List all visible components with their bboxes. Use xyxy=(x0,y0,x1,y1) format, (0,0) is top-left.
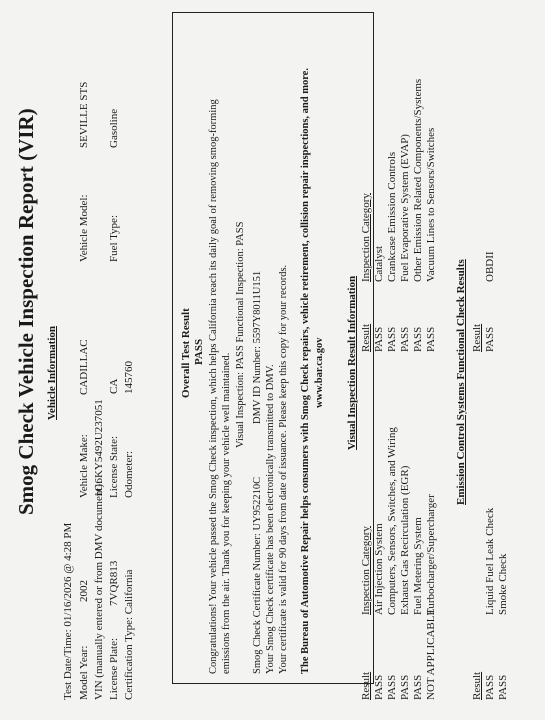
fuel-value: Gasoline xyxy=(108,108,120,148)
visual-left-category: Air Injection System xyxy=(373,523,385,615)
visual-left-result: PASS xyxy=(386,674,398,700)
model-label: Vehicle Model: xyxy=(78,194,90,262)
visual-left-category: Computers, Sensors, Switches, and Wiring xyxy=(386,427,398,615)
cert-type: Certification Type: California xyxy=(123,569,135,700)
bureau-line-1: The Bureau of Automotive Repair helps consumers with Smog Check repairs, vehicle retirement, collision repair inspections, and more. xyxy=(300,68,311,674)
visual-left-category: Fuel Metering System xyxy=(412,517,424,615)
visual-right-category: Vacuum Lines to Sensors/Switches xyxy=(425,127,437,282)
functional-left-result-header: Result xyxy=(471,671,483,700)
model-value: SEVILLE STS xyxy=(78,81,90,148)
overall-result: PASS xyxy=(193,338,205,365)
model-year-value: 2002 xyxy=(78,580,90,602)
visual-left-result: PASS xyxy=(373,674,385,700)
odometer-value: 145760 xyxy=(123,361,135,394)
overall-heading: Overall Test Result xyxy=(180,308,192,398)
state-label: License State: xyxy=(108,435,120,498)
functional-left-category: Liquid Fuel Leak Check xyxy=(484,507,496,615)
visual-right-category: Fuel Evaporative System (EVAP) xyxy=(399,134,411,282)
functional-left-result: PASS xyxy=(484,674,496,700)
visual-inspection-heading: Visual Inspection Result Information xyxy=(346,275,358,450)
bureau-website: www.bar.ca.gov xyxy=(314,337,325,408)
model-year-label: Model Year: xyxy=(78,645,90,700)
visual-left-category: Exhaust Gas Recirculation (EGR) xyxy=(399,465,411,615)
make-value: CADILLAC xyxy=(78,339,90,395)
functional-right-category: OBDII xyxy=(484,251,496,282)
visual-right-result: PASS xyxy=(373,326,385,352)
visual-right-category-header: Inspection Category xyxy=(360,193,372,282)
test-datetime: Test Date/Time: 01/16/2026 @ 4:28 PM xyxy=(62,522,74,700)
dmv-id-number: DMV ID Number: 5597Y8011U151 xyxy=(252,270,263,424)
inspection-summary: Visual Inspection: PASS Functional Inspection: PASS xyxy=(235,221,246,448)
transmitted-note: Your Smog Check certificate has been electronically transmitted to DMV. xyxy=(265,364,276,674)
visual-left-category-header: Inspection Category xyxy=(360,526,372,615)
certificate-number: Smog Check Certificate Number: UY952210C xyxy=(252,476,263,674)
report-title: Smog Check Vehicle Inspection Report (VIR) xyxy=(14,108,38,515)
make-label: Vehicle Make: xyxy=(78,434,90,498)
vehicle-info-heading: Vehicle Information xyxy=(46,325,58,420)
vin-value: 1G6KY5492U237051 xyxy=(93,399,105,497)
vin-label: VIN (manually entered or from DMV document): xyxy=(93,480,105,700)
visual-right-result: PASS xyxy=(386,326,398,352)
state-value: CA xyxy=(108,378,120,394)
functional-right-result: PASS xyxy=(484,326,496,352)
visual-left-result: NOT APPLICABLE xyxy=(425,608,437,700)
visual-right-result-header: Result xyxy=(360,323,372,352)
functional-check-heading: Emission Control Systems Functional Check Results xyxy=(455,259,467,505)
plate-value: 7VQR813 xyxy=(108,560,120,606)
fuel-label: Fuel Type: xyxy=(108,215,120,262)
plate-label: License Plate: xyxy=(108,637,120,700)
visual-left-result: PASS xyxy=(412,674,424,700)
visual-right-result: PASS xyxy=(412,326,424,352)
functional-right-result-header: Result xyxy=(471,323,483,352)
visual-right-category: Catalyst xyxy=(373,245,385,282)
congrats-line-1: Congratulations! Your vehicle passed the Smog Check inspection, which helps California reach its daily goal of removing smog-forming xyxy=(208,99,219,674)
visual-left-result-header: Result xyxy=(360,671,372,700)
validity-note: Your certificate is valid for 90 days from date of issuance. Please keep this copy for your records. xyxy=(278,264,289,674)
visual-right-category: Crankcase Emission Controls xyxy=(386,151,398,282)
visual-right-result: PASS xyxy=(425,326,437,352)
functional-left-result: PASS xyxy=(497,674,509,700)
visual-left-result: PASS xyxy=(399,674,411,700)
visual-right-result: PASS xyxy=(399,326,411,352)
visual-right-category: Other Emission Related Components/Systems xyxy=(412,78,424,282)
functional-left-category: Smoke Check xyxy=(497,553,509,615)
congrats-line-2: emissions from the air. Thank you for keeping your vehicle well maintained. xyxy=(221,352,232,674)
odometer-label: Odometer: xyxy=(123,450,135,498)
visual-left-category: Turbocharger/Supercharger xyxy=(425,494,437,615)
